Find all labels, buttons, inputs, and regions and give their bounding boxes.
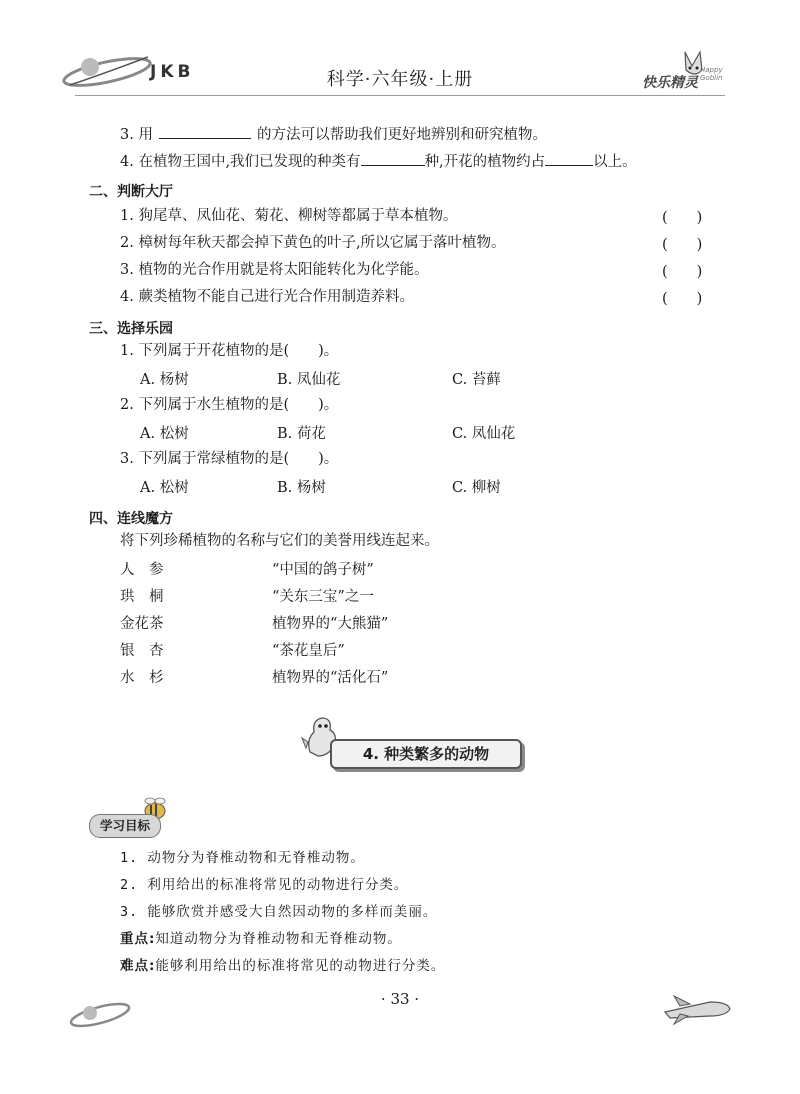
- answer-parentheses[interactable]: ( ): [662, 291, 703, 307]
- header-divider: [75, 95, 725, 96]
- section-heading-judge: 二、判断大厅: [89, 184, 173, 200]
- answer-parentheses[interactable]: ( ): [662, 237, 703, 253]
- match-left-item[interactable]: 珙 桐: [120, 589, 164, 605]
- question-text-part2: 种,开花的植物约占: [424, 154, 546, 170]
- key-point-text: 知道动物分为脊椎动物和无脊椎动物。: [155, 931, 402, 947]
- fill-question-4: [120, 151, 637, 172]
- key-point-label: 重点:: [120, 931, 156, 947]
- answer-parentheses[interactable]: ( ): [662, 264, 703, 280]
- answer-blank[interactable]: [159, 124, 251, 139]
- brand-logo-text: JKB: [150, 62, 195, 82]
- key-point: [120, 927, 402, 947]
- section-heading-choice: 三、选择乐园: [89, 321, 173, 337]
- question-number: 4.: [120, 154, 134, 170]
- item-text: 狗尾草、凤仙花、菊花、柳树等都属于草本植物。: [138, 208, 458, 224]
- question-text-after: 的方法可以帮助我们更好地辨别和研究植物。: [256, 127, 547, 143]
- choice-option[interactable]: C. 柳树: [452, 480, 501, 496]
- match-instruction: 将下列珍稀植物的名称与它们的美誉用线连起来。: [120, 533, 439, 549]
- match-left-item[interactable]: 人 参: [120, 562, 164, 578]
- match-left-item[interactable]: 金花茶: [120, 616, 164, 632]
- choice-option[interactable]: C. 苔藓: [452, 372, 501, 388]
- planet-ring-decoration-top: [60, 45, 155, 95]
- choice-option[interactable]: A. 松树: [140, 480, 189, 496]
- item-text: 蕨类植物不能自己进行光合作用制造养料。: [138, 289, 414, 305]
- learning-goals-tag: 学习目标: [89, 814, 161, 838]
- item-number: 2.: [120, 235, 134, 251]
- judge-item: [120, 260, 428, 280]
- page-number: · 33 ·: [380, 990, 420, 1008]
- learning-goal-item: 1. 动物分为脊椎动物和无脊椎动物。: [120, 850, 365, 866]
- choice-option[interactable]: A. 松树: [140, 426, 189, 442]
- lesson-title-banner: 4. 种类繁多的动物: [330, 739, 522, 769]
- item-text: 植物的光合作用就是将太阳能转化为化学能。: [138, 262, 429, 278]
- choice-option[interactable]: C. 凤仙花: [452, 426, 516, 442]
- choice-option[interactable]: A. 杨树: [140, 372, 189, 388]
- mascot-logo: [640, 48, 740, 96]
- judge-item: [120, 287, 414, 307]
- choice-option[interactable]: B. 凤仙花: [277, 372, 341, 388]
- answer-blank[interactable]: [361, 151, 425, 166]
- section-heading-match: 四、连线魔方: [89, 511, 173, 527]
- question-number: 3.: [120, 127, 134, 143]
- question-text-before: 用: [138, 127, 153, 143]
- fill-question-3: [120, 124, 547, 145]
- answer-parentheses[interactable]: ( ): [662, 210, 703, 226]
- item-number: 4.: [120, 289, 134, 305]
- book-title: 科学·六年级·上册: [326, 69, 474, 90]
- item-number: 1.: [120, 208, 134, 224]
- judge-item: [120, 206, 457, 226]
- choice-stem: 1. 下列属于开花植物的是( )。: [120, 343, 339, 359]
- match-right-item[interactable]: “中国的鸽子树”: [272, 562, 374, 578]
- difficulty-text: 能够利用给出的标准将常见的动物进行分类。: [155, 958, 446, 974]
- difficulty-point: [120, 954, 445, 974]
- choice-stem: 3. 下列属于常绿植物的是( )。: [120, 451, 339, 467]
- answer-blank[interactable]: [545, 151, 593, 166]
- choice-option[interactable]: B. 杨树: [277, 480, 326, 496]
- judge-item: [120, 233, 506, 253]
- match-left-item[interactable]: 银 杏: [120, 643, 164, 659]
- match-right-item[interactable]: 植物界的“活化石”: [272, 670, 389, 686]
- planet-ring-decoration-bottom: [65, 995, 135, 1035]
- rocket-decoration-icon: [660, 992, 735, 1027]
- question-text-part1: 在植物王国中,我们已发现的种类有: [138, 154, 361, 170]
- choice-stem: 2. 下列属于水生植物的是( )。: [120, 397, 339, 413]
- choice-option[interactable]: B. 荷花: [277, 426, 326, 442]
- match-right-item[interactable]: “关东三宝”之一: [272, 589, 374, 605]
- match-right-item[interactable]: 植物界的“大熊猫”: [272, 616, 389, 632]
- difficulty-label: 难点:: [120, 958, 156, 974]
- learning-goal-item: 3. 能够欣赏并感受大自然因动物的多样而美丽。: [120, 904, 438, 920]
- mascot-logo-text: 快乐精灵: [642, 75, 698, 91]
- learning-goal-item: 2. 利用给出的标准将常见的动物进行分类。: [120, 877, 409, 893]
- mascot-logo-subtext: Happy Goblin: [700, 66, 723, 82]
- item-text: 樟树每年秋天都会掉下黄色的叶子,所以它属于落叶植物。: [138, 235, 506, 251]
- question-text-part3: 以上。: [593, 154, 637, 170]
- match-left-item[interactable]: 水 杉: [120, 670, 164, 686]
- match-right-item[interactable]: “茶花皇后”: [272, 643, 345, 659]
- item-number: 3.: [120, 262, 134, 278]
